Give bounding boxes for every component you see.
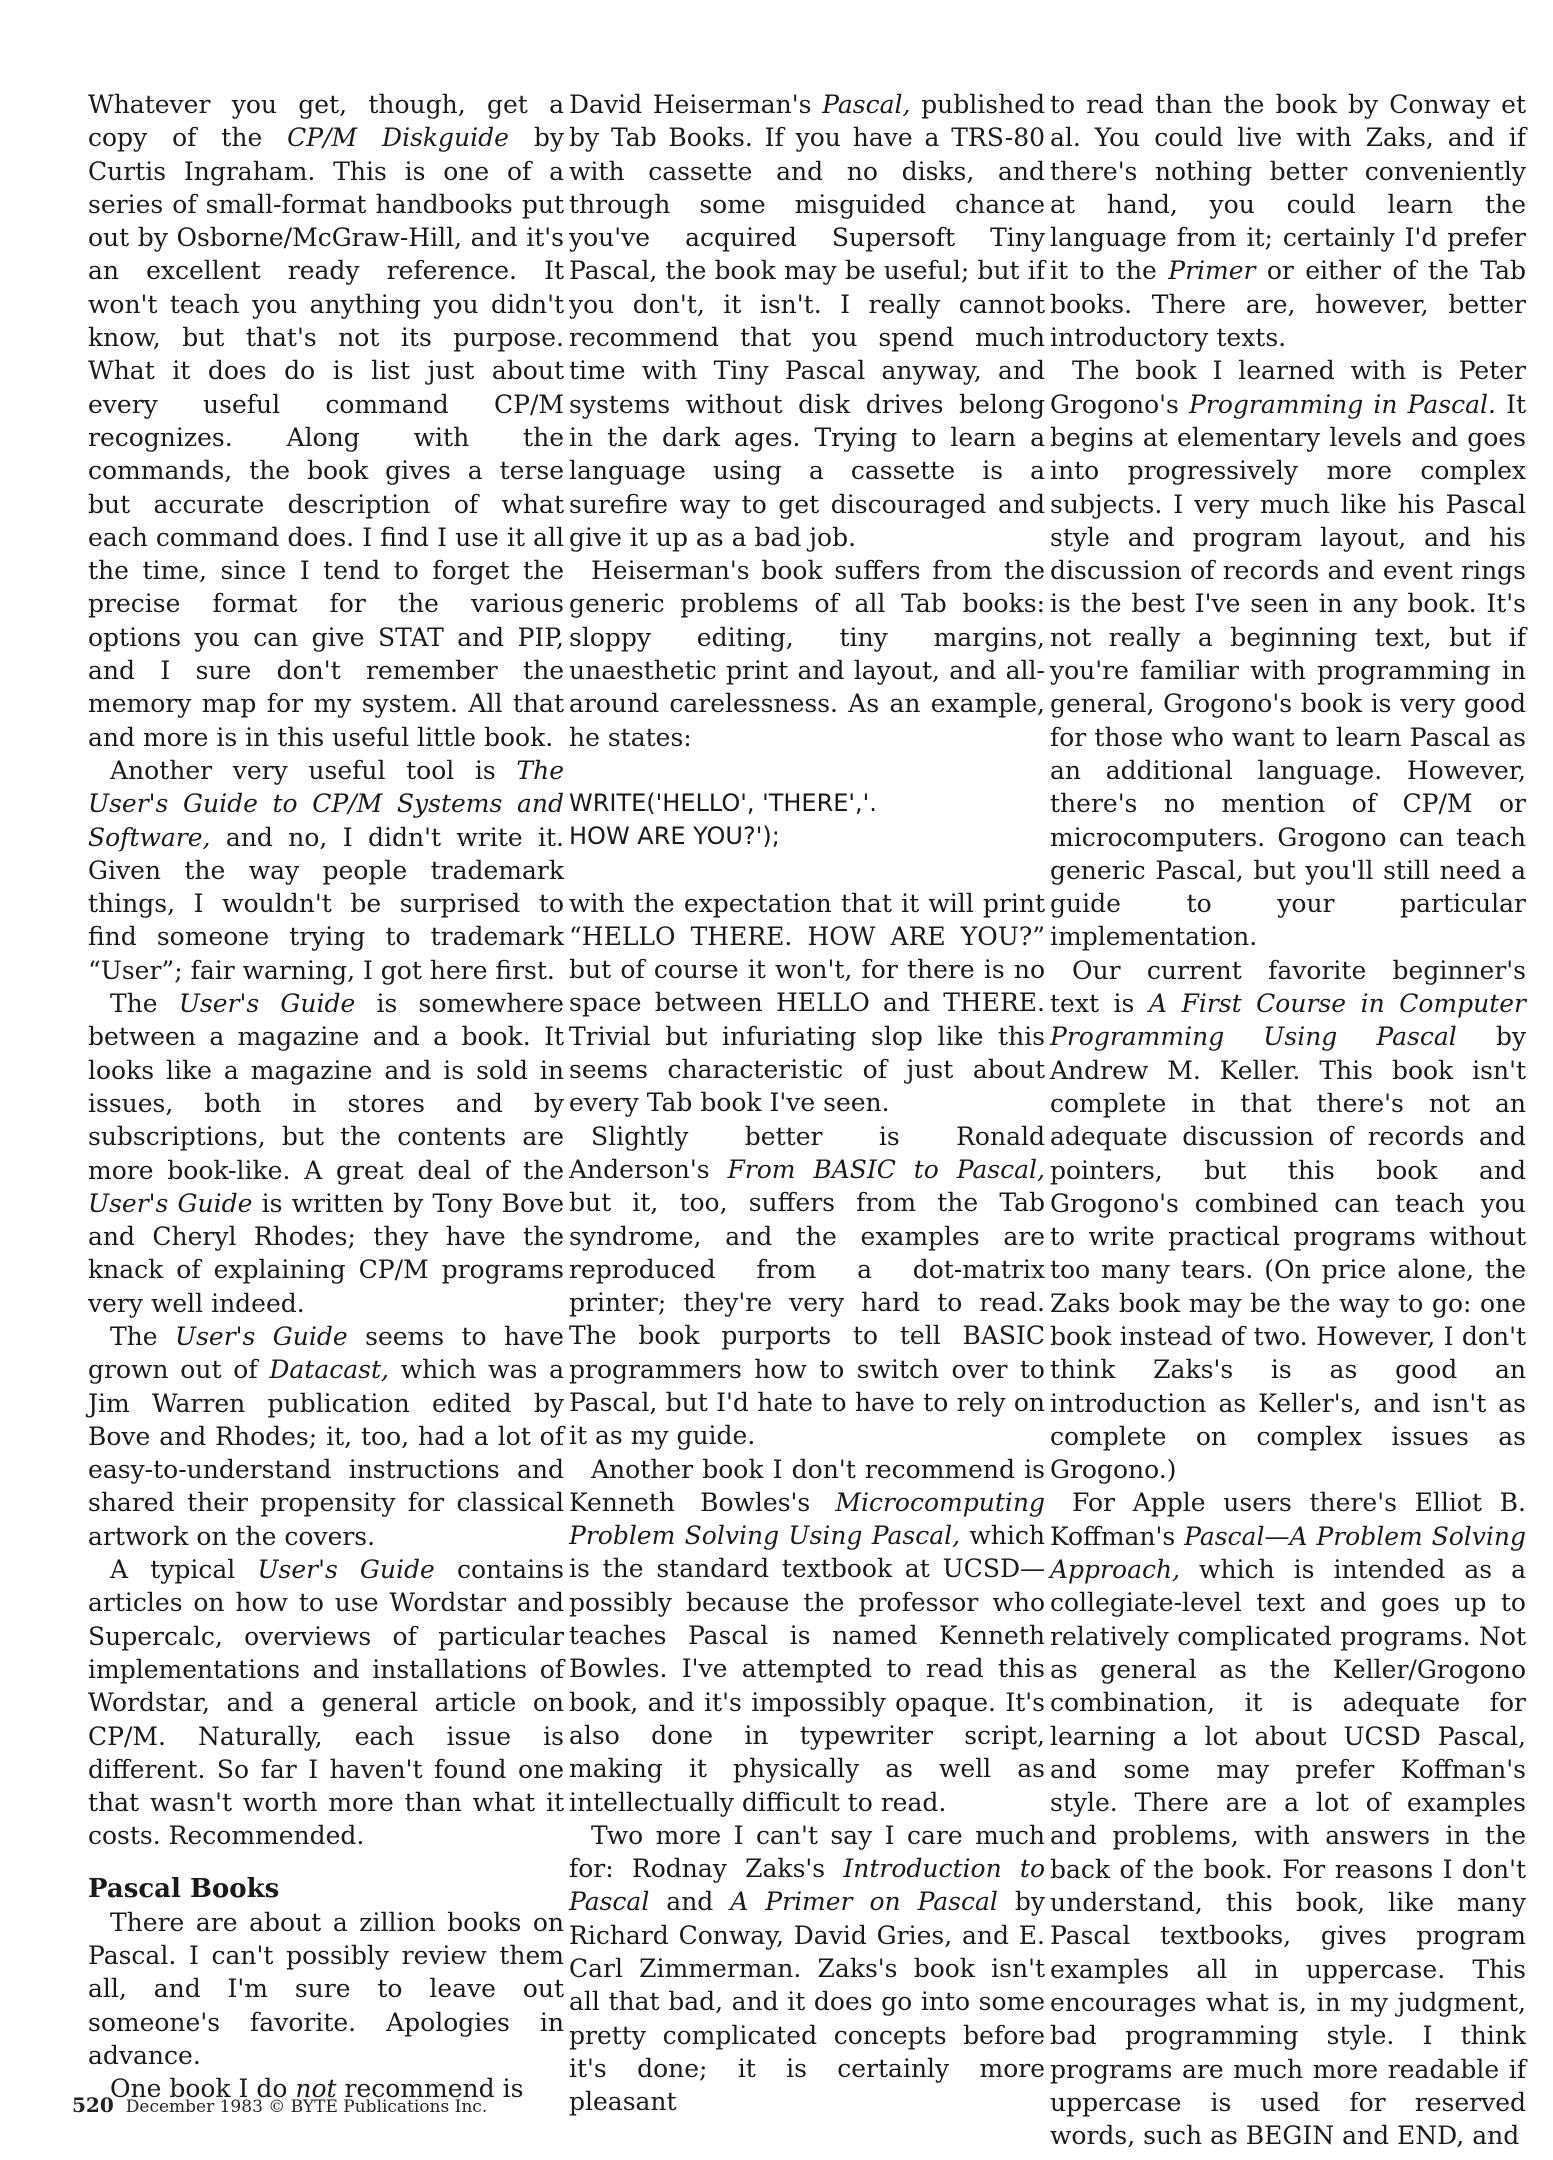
paragraph: The User's Guide is somewhere between a magazine and a book. It looks like a magazine and is sold in issues, both in stores and by subscriptions, but the contents are more book-like. A great deal of the User's Guide is written by Tony Bove and Cheryl Rhodes; they have the knack of explaining CP/M programs very well indeed. — [88, 989, 564, 1318]
footer-credit: December 1983 © BYTE Publications Inc. — [125, 2097, 488, 2117]
paragraph: For Apple users there's Elliot B. Koffman's Pascal—A Problem Solving Approach, which is intended as a collegiate-level text and goes up to relatively complicated programs. Not as general as the Keller/Grogono combination, it is adequate for learning a lot about UCSD Pascal, and some may prefer Koffman's style. There are a lot of examples and problems, with answers in the back of the book. For reasons I don't understand, this book, like many Pascal textbooks, gives program examples all in uppercase. This encourages what is, in my judgment, bad programming style. I think programs are much more readable if uppercase is used for reserved words, such as BEGIN and END, and — [1050, 1488, 1526, 2151]
paragraph: One book I do not recommend is — [110, 2074, 524, 2104]
paragraph: The book I learned with is Peter Grogono's Programming in Pascal. It begins at elementary levels and goes into progressively more complex subjects. I very much like his Pascal style and program layout, and his discussion of records and event rings is the best I've seen in any book. It's not really a beginning text, but if you're familiar with programming in general, Grogono's book is very good for those who want to learn Pascal as an additional language. However, there's no mention of CP/M or microcomputers. Grogono can teach generic Pascal, but you'll still need a guide to your particular implementation. — [1050, 356, 1526, 952]
paragraph: to read than the book by Conway et al. You could live with Zaks, and if there's nothing better conveniently at hand, you could learn the language from it; certainly I'd prefer it to the Primer or either of the Tab books. There are, however, better introductory texts. — [1050, 90, 1526, 353]
paragraph: Two more I can't say I care much for: Rodnay Zaks's Introduction to Pascal and A Primer on Pascal by Richard Conway, David Gries, and E. Carl Zimmerman. Zaks's book isn't all that bad, and it does go into some pretty complicated concepts before it's done; it is certainly more pleasant — [569, 1820, 1046, 2117]
column-1 — [88, 88, 564, 2106]
paragraph: David Heiserman's Pascal, published by Tab Books. If you have a TRS-80 with cassette and no disks, and through some misguided chance you've acquired Supersoft Tiny Pascal, the book may be useful; but if you don't, it isn't. I really cannot recommend that you spend much time with Tiny Pascal anyway, and systems without disk drives belong in the dark ages. Trying to learn a language using a cassette is a surefire way to get discouraged and give it up as a bad job. — [569, 90, 1045, 552]
code-sample — [569, 787, 1045, 854]
paragraph: There are about a zillion books on Pascal. I can't possibly review them all, and I'm sure to leave out someone's favorite. Apologies in advance. — [88, 1907, 564, 2070]
paragraph: The User's Guide seems to have grown out of Datacast, which was a Jim Warren publication edited by Bove and Rhodes; it, too, had a lot of easy-to-understand instructions and shared their propensity for classical artwork on the covers. — [88, 1321, 564, 1551]
paragraph: A typical User's Guide contains articles on how to use Wordstar and Supercalc, overviews of particular implementations and installations of Wordstar, and a general article on CP/M. Naturally, each issue is different. So far I haven't found one that wasn't worth more than what it costs. Recommended. — [88, 1555, 564, 1851]
paragraph: Our current favorite beginner's text is A First Course in Computer Programming Using Pascal by Andrew M. Keller. This book isn't complete in that there's not an adequate discussion of records and pointers, but this book and Grogono's combined can teach you to write practical programs without too many tears. (On price alone, the Zaks book may be the way to go: one book instead of two. However, I don't think Zaks's is as good an introduction as Keller's, and isn't as complete on complex issues as Grogono.) — [1050, 955, 1527, 1485]
page-number: 520 — [72, 2093, 114, 2117]
paragraph: Another book I don't recommend is Kenneth Bowles's Microcomputing Problem Solving Using Pascal, which is the standard textbook at UCSD—possibly because the professor who teaches Pascal is named Kenneth Bowles. I've attempted to read this book, and it's impossibly opaque. It's also done in typewriter script, making it physically as well as intellectually difficult to read. — [569, 1454, 1046, 1817]
column-3 — [1050, 88, 1526, 2152]
paragraph: Whatever you get, though, get a copy of the CP/M Diskguide by Curtis Ingraham. This is one of a series of small-format handbooks put out by Osborne/McGraw-Hill, and it's an excellent ready reference. It won't teach you anything you didn't know, but that's not its purpose. What it does do is list just about every useful command CP/M recognizes. Along with the commands, the book gives a terse but accurate description of what each command does. I find I use it all the time, since I tend to forget the precise format for the various options you can give STAT and PIP, and I sure don't remember the memory map for my system. All that and more is in this useful little book. — [88, 90, 564, 752]
paragraph: Slightly better is Ronald Anderson's From BASIC to Pascal, but it, too, suffers from the Tab syndrome, and the examples are reproduced from a dot-matrix printer; they're very hard to read. The book purports to tell BASIC programmers how to switch over to Pascal, but I'd hate to have to rely on it as my guide. — [569, 1121, 1045, 1451]
code-line: HOW ARE YOU?'); — [569, 822, 780, 851]
section-heading: Pascal Books — [88, 1873, 280, 1904]
column-2 — [569, 88, 1045, 2119]
paragraph: with the expectation that it will print “HELLO THERE. HOW ARE YOU?” but of course it won't, for there is no space between HELLO and THERE. Trivial but infuriating slop like this seems characteristic of just about every Tab book I've seen. — [569, 888, 1045, 1118]
page-footer — [72, 2093, 487, 2117]
paragraph: Heiserman's book suffers from the generic problems of all Tab books: sloppy editing, tiny margins, unaesthetic print and layout, and all-around carelessness. As an example, he states: — [569, 556, 1045, 752]
paragraph: Another very useful tool is The User's Guide to CP/M Systems and Software, and no, I didn't write it. Given the way people trademark things, I wouldn't be surprised to find someone trying to trademark “User”; fair warning, I got here first. — [88, 755, 564, 985]
code-line: WRITE('HELLO', 'THERE','. — [569, 788, 877, 817]
